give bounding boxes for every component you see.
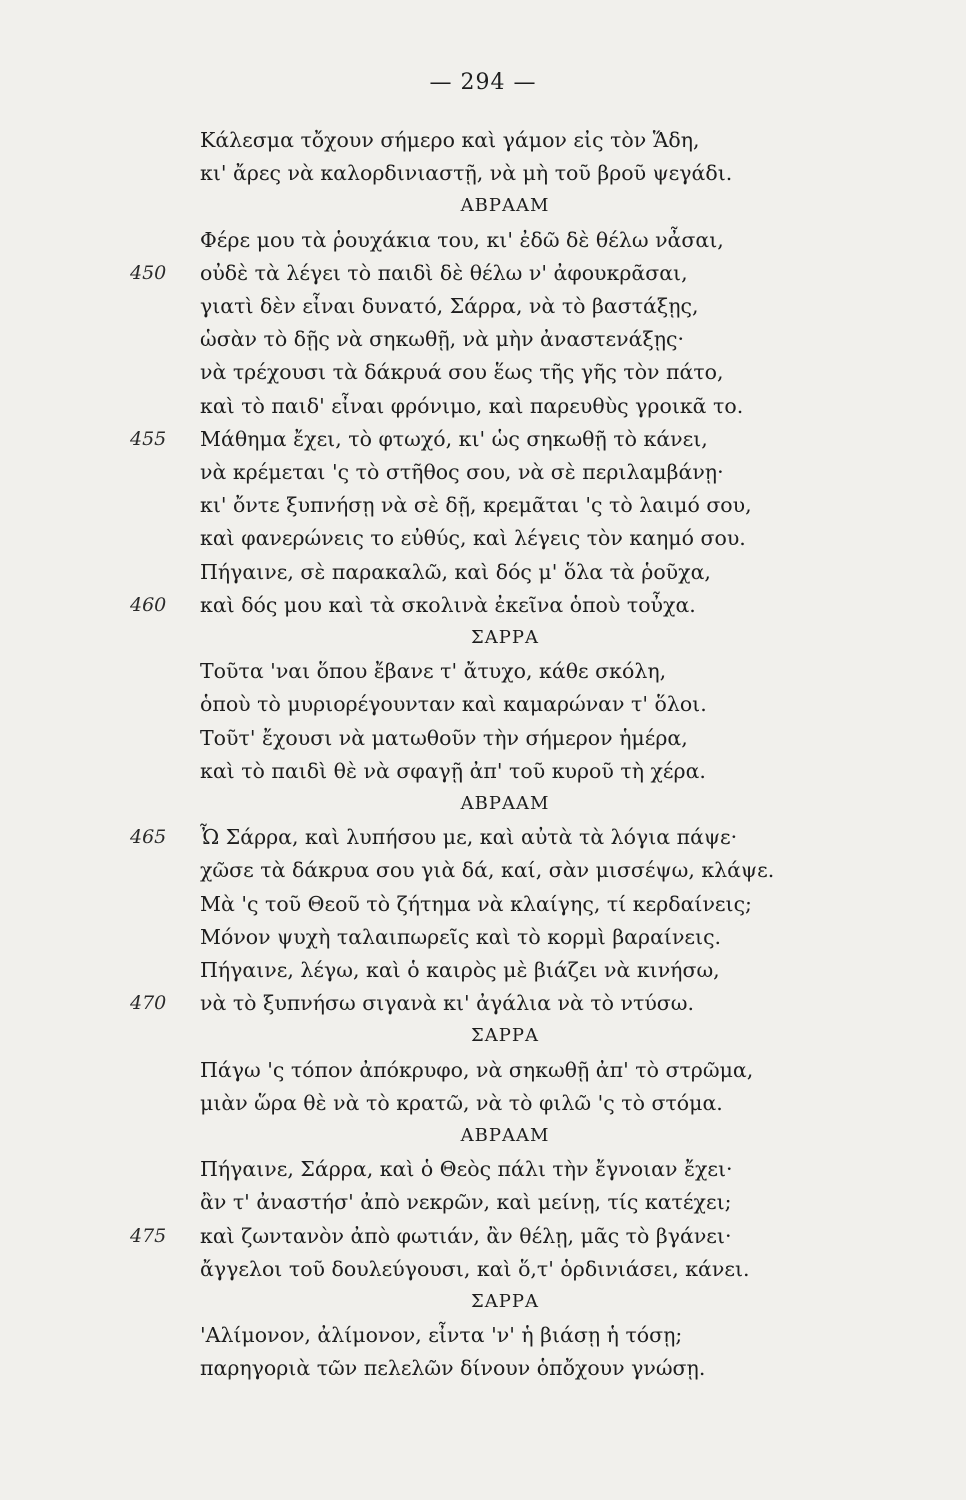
line-number: 470	[130, 992, 167, 1015]
speaker-name: ΣΑΡΡΑ	[471, 1291, 539, 1312]
verse-line: οὐδὲ τὰ λέγει τὸ παιδὶ δὲ θέλω ν' ἀφουκρᾶσαι,	[200, 260, 688, 285]
line-number: 465	[130, 826, 167, 849]
verse-line: νὰ τὸ ξυπνήσω σιγανὰ κι' ἀγάλια νὰ τὸ ντύσω.	[200, 991, 695, 1016]
verse-line: Φέρε μου τὰ ῥουχάκια του, κι' ἐδῶ δὲ θέλω νἆσαι,	[200, 227, 724, 252]
verse-line: Μάθημα ἔχει, τὸ φτωχό, κι' ὡς σηκωθῇ τὸ κάνει,	[200, 426, 708, 451]
line-number: 455	[130, 427, 167, 450]
line-number: 475	[130, 1224, 167, 1247]
speaker-name: ΑΒΡΑΑΜ	[460, 195, 550, 217]
page-number: — 294 —	[429, 70, 537, 95]
verse-line: Τοῦτ' ἔχουσι νὰ ματωθοῦν τὴν σήμερον ἡμέρα,	[200, 725, 688, 750]
verse-line: Πήγαινε, λέγω, καὶ ὁ καιρὸς μὲ βιάζει νὰ κινήσω,	[200, 958, 720, 982]
verse-line: ὁποὺ τὸ μυριορέγουνταν καὶ καμαρώναν τ' ὅλοι.	[200, 692, 707, 717]
verse-line: Τοῦτα 'ναι ὅπου ἔβανε τ' ἄτυχο, κάθε σκόλη,	[200, 659, 667, 684]
verse-line: καὶ φανερώνεις το εὐθύς, καὶ λέγεις τὸν καημό σου.	[200, 526, 746, 551]
speaker-name: ΑΒΡΑΑΜ	[460, 1125, 550, 1146]
line-number: 450	[130, 261, 167, 284]
verse-line: Ὦ Σάρρα, καὶ λυπήσου με, καὶ αὐτὰ τὰ λόγια πάψε·	[200, 825, 738, 850]
verse-line: χῶσε τὰ δάκρυα σου γιὰ δά, καί, σὰν μισσέψω, κλάψε.	[200, 858, 775, 883]
verse-line: νὰ κρέμεται 'ς τὸ στῆθος σου, νὰ σὲ περιλαμβάνῃ·	[200, 460, 724, 484]
verse-line: κι' ἄρες νὰ καλορδινιαστῇ, νὰ μὴ τοῦ βροῦ ψεγάδι.	[200, 161, 733, 186]
verse-line: ὡσὰν τὸ δῇς νὰ σηκωθῇ, νὰ μὴν ἀναστενάξῃς·	[200, 327, 685, 352]
verse-line: Πήγαινε, Σάρρα, καὶ ὁ Θεὸς πάλι τὴν ἔγνοιαν ἔχει·	[200, 1157, 733, 1182]
speaker-name: ΑΒΡΑΑΜ	[460, 793, 550, 814]
verse-line: καὶ δός μου καὶ τὰ σκολινὰ ἐκεῖνα ὁποὺ τοὖχα.	[200, 592, 696, 617]
verse-line: Μόνον ψυχὴ ταλαιπωρεῖς καὶ τὸ κορμὶ βαραίνεις.	[200, 924, 722, 949]
speaker-name: ΣΑΡΡΑ	[471, 1025, 539, 1047]
speaker-name: ΣΑΡΡΑ	[471, 627, 539, 648]
verse-line: κι' ὄντε ξυπνήσῃ νὰ σὲ δῇ, κρεμᾶται 'ς τὸ λαιμό σου,	[200, 493, 752, 518]
verse-line: Μὰ 'ς τοῦ Θεοῦ τὸ ζήτημα νὰ κλαίγης, τί κερδαίνεις;	[200, 891, 752, 916]
verse-line: Κάλεσμα τὄχουν σήμερο καὶ γάμον εἰς τὸν Ἅδη,	[200, 128, 700, 152]
verse-line: 'Αλίμονον, ἀλίμονον, εἶντα 'ν' ἡ βιάσῃ ἡ τόσῃ;	[200, 1323, 683, 1348]
verse-line: καὶ τὸ παιδὶ θὲ νὰ σφαγῇ ἀπ' τοῦ κυροῦ τὴ χέρα.	[200, 758, 706, 783]
verse-line: καὶ τὸ παιδ' εἶναι φρόνιμο, καὶ παρευθὺς γροικᾶ το.	[200, 393, 744, 418]
verse-line: νὰ τρέχουσι τὰ δάκρυά σου ἕως τῆς γῆς τὸν πάτο,	[200, 360, 724, 385]
verse-text	[0, 126, 966, 1446]
verse-line: μιὰν ὥρα θὲ νὰ τὸ κρατῶ, νὰ τὸ φιλῶ 'ς τὸ στόμα.	[200, 1090, 723, 1115]
verse-line: καὶ ζωντανὸν ἀπὸ φωτιάν, ἂν θέλῃ, μᾶς τὸ βγάνει·	[200, 1223, 732, 1248]
verse-line: παρηγοριὰ τῶν πελελῶν δίνουν ὁπὄχουν γνώσῃ.	[200, 1356, 706, 1381]
verse-line: Πήγαινε, σὲ παρακαλῶ, καὶ δός μ' ὅλα τὰ ῥοῦχα,	[200, 559, 711, 584]
verse-line: Πάγω 'ς τόπον ἀπόκρυφο, νὰ σηκωθῇ ἀπ' τὸ στρῶμα,	[200, 1057, 754, 1082]
line-number: 460	[130, 593, 167, 616]
verse-line: ἂν τ' ἀναστήσ' ἀπὸ νεκρῶν, καὶ μείνῃ, τίς κατέχει;	[200, 1190, 732, 1215]
verse-line: γιατὶ δὲν εἶναι δυνατό, Σάρρα, νὰ τὸ βαστάξῃς,	[200, 294, 699, 318]
verse-line: ἄγγελοι τοῦ δουλεύγουσι, καὶ ὅ,τ' ὁρδινιάσει, κάνει.	[200, 1256, 750, 1281]
